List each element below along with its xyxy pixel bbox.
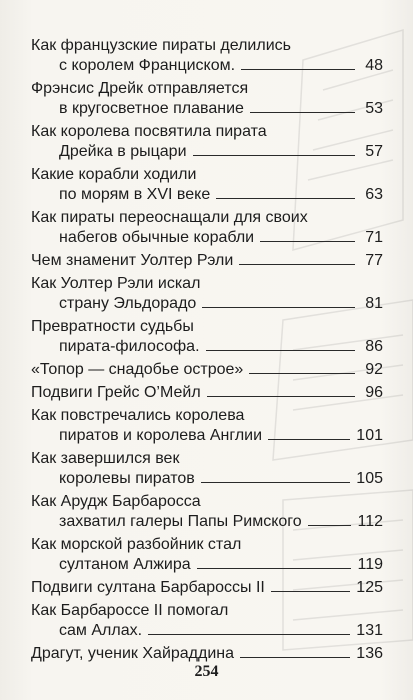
toc-entry[interactable] bbox=[31, 36, 383, 76]
toc-entry-title-line1: Как королева посвятила пирата bbox=[31, 123, 267, 140]
toc-entry-title-line2: по морям в XVI веке bbox=[59, 186, 211, 203]
table-of-contents bbox=[31, 36, 383, 667]
toc-entry-title-line2: пирата-философа. bbox=[59, 338, 200, 355]
leader-line bbox=[148, 633, 350, 635]
toc-entry-page: 48 bbox=[365, 57, 383, 74]
toc-entry-title-line1: Как Уолтер Рэли искал bbox=[31, 275, 201, 292]
leader-line bbox=[241, 68, 355, 70]
leader-line bbox=[250, 111, 355, 113]
toc-entry[interactable] bbox=[31, 449, 383, 489]
toc-entry-page: 92 bbox=[365, 361, 383, 378]
leader-line bbox=[249, 372, 355, 374]
toc-entry[interactable] bbox=[31, 274, 383, 314]
leader-line bbox=[240, 656, 350, 658]
toc-entry-title-line1: Как завершился век bbox=[31, 450, 180, 467]
toc-entry[interactable] bbox=[31, 535, 383, 575]
leader-line bbox=[206, 349, 355, 351]
toc-entry-title-line1: Как повстречались королева bbox=[31, 407, 245, 424]
toc-entry-title-line1: Как морской разбойник стал bbox=[31, 536, 242, 553]
leader-line bbox=[197, 567, 352, 569]
toc-entry-page: 119 bbox=[357, 556, 383, 573]
toc-entry-title-line2: страну Эльдорадо bbox=[59, 295, 197, 312]
toc-entry-title: «Топор — снадобье острое» bbox=[31, 361, 244, 378]
toc-entry-title-line2: султаном Алжира bbox=[59, 556, 191, 573]
toc-entry-page: 112 bbox=[357, 513, 383, 530]
toc-entry-page: 63 bbox=[365, 186, 383, 203]
toc-entry-page: 105 bbox=[356, 470, 383, 487]
toc-entry-title: Подвиги султана Барбароссы II bbox=[31, 579, 265, 596]
toc-entry[interactable] bbox=[31, 578, 383, 598]
leader-line bbox=[268, 438, 350, 440]
toc-entry-title-line1: Как Арудж Барбаросса bbox=[31, 493, 201, 510]
toc-entry-page: 131 bbox=[356, 622, 383, 639]
toc-entry-page: 86 bbox=[365, 338, 383, 355]
toc-entry-title-line2: сам Аллах. bbox=[59, 622, 143, 639]
toc-entry[interactable] bbox=[31, 208, 383, 248]
toc-entry-page: 57 bbox=[365, 143, 383, 160]
toc-entry-title-line1: Как пираты переоснащали для своих bbox=[31, 209, 308, 226]
toc-entry-title-line2: Дрейка в рыцари bbox=[59, 143, 187, 160]
leader-line bbox=[201, 481, 351, 483]
toc-entry-page: 136 bbox=[356, 645, 383, 662]
toc-entry[interactable] bbox=[31, 644, 383, 664]
toc-entry-title-line2: с королем Франциском. bbox=[59, 57, 236, 74]
toc-entry-title-line1: Как Барбароссе II помогал bbox=[31, 602, 229, 619]
toc-entry-title-line2: в кругосветное плавание bbox=[59, 100, 244, 117]
leader-line bbox=[239, 263, 355, 265]
toc-entry[interactable] bbox=[31, 601, 383, 641]
toc-entry[interactable] bbox=[31, 360, 383, 380]
toc-entry-title-line1: Какие корабли ходили bbox=[31, 166, 197, 183]
toc-entry[interactable] bbox=[31, 492, 383, 532]
toc-entry[interactable] bbox=[31, 317, 383, 357]
leader-line bbox=[260, 240, 355, 242]
leader-line bbox=[216, 197, 355, 199]
toc-entry-page: 96 bbox=[365, 384, 383, 401]
toc-entry[interactable] bbox=[31, 165, 383, 205]
leader-line bbox=[202, 306, 355, 308]
toc-entry-title-line1: Фрэнсис Дрейк отправляется bbox=[31, 80, 249, 97]
toc-entry[interactable] bbox=[31, 406, 383, 446]
toc-entry-page: 101 bbox=[356, 427, 383, 444]
toc-entry-title-line1: Как французские пираты делились bbox=[31, 37, 291, 54]
leader-line bbox=[193, 154, 355, 156]
toc-entry-title-line2: пиратов и королева Англии bbox=[59, 427, 263, 444]
toc-entry-title: Драгут, ученик Хайраддина bbox=[31, 645, 235, 662]
toc-entry-page: 53 bbox=[365, 100, 383, 117]
toc-entry-title-line2: захватил галеры Папы Римского bbox=[59, 513, 302, 530]
toc-entry-page: 125 bbox=[356, 579, 383, 596]
toc-entry[interactable] bbox=[31, 79, 383, 119]
toc-entry-page: 81 bbox=[365, 295, 383, 312]
toc-entry-title-line2: набегов обычные корабли bbox=[59, 229, 255, 246]
leader-line bbox=[271, 590, 350, 592]
leader-line bbox=[207, 395, 355, 397]
leader-line bbox=[308, 524, 352, 526]
toc-entry[interactable] bbox=[31, 251, 383, 271]
toc-entry-title: Подвиги Грейс О’Мейл bbox=[31, 384, 201, 401]
toc-entry-title-line1: Превратности судьбы bbox=[31, 318, 194, 335]
toc-entry[interactable] bbox=[31, 383, 383, 403]
page-number: 254 bbox=[194, 663, 219, 680]
toc-entry-page: 77 bbox=[365, 252, 383, 269]
toc-entry-title-line2: королевы пиратов bbox=[59, 470, 195, 487]
toc-entry-page: 71 bbox=[365, 229, 383, 246]
toc-entry[interactable] bbox=[31, 122, 383, 162]
toc-entry-title: Чем знаменит Уолтер Рэли bbox=[31, 252, 234, 269]
